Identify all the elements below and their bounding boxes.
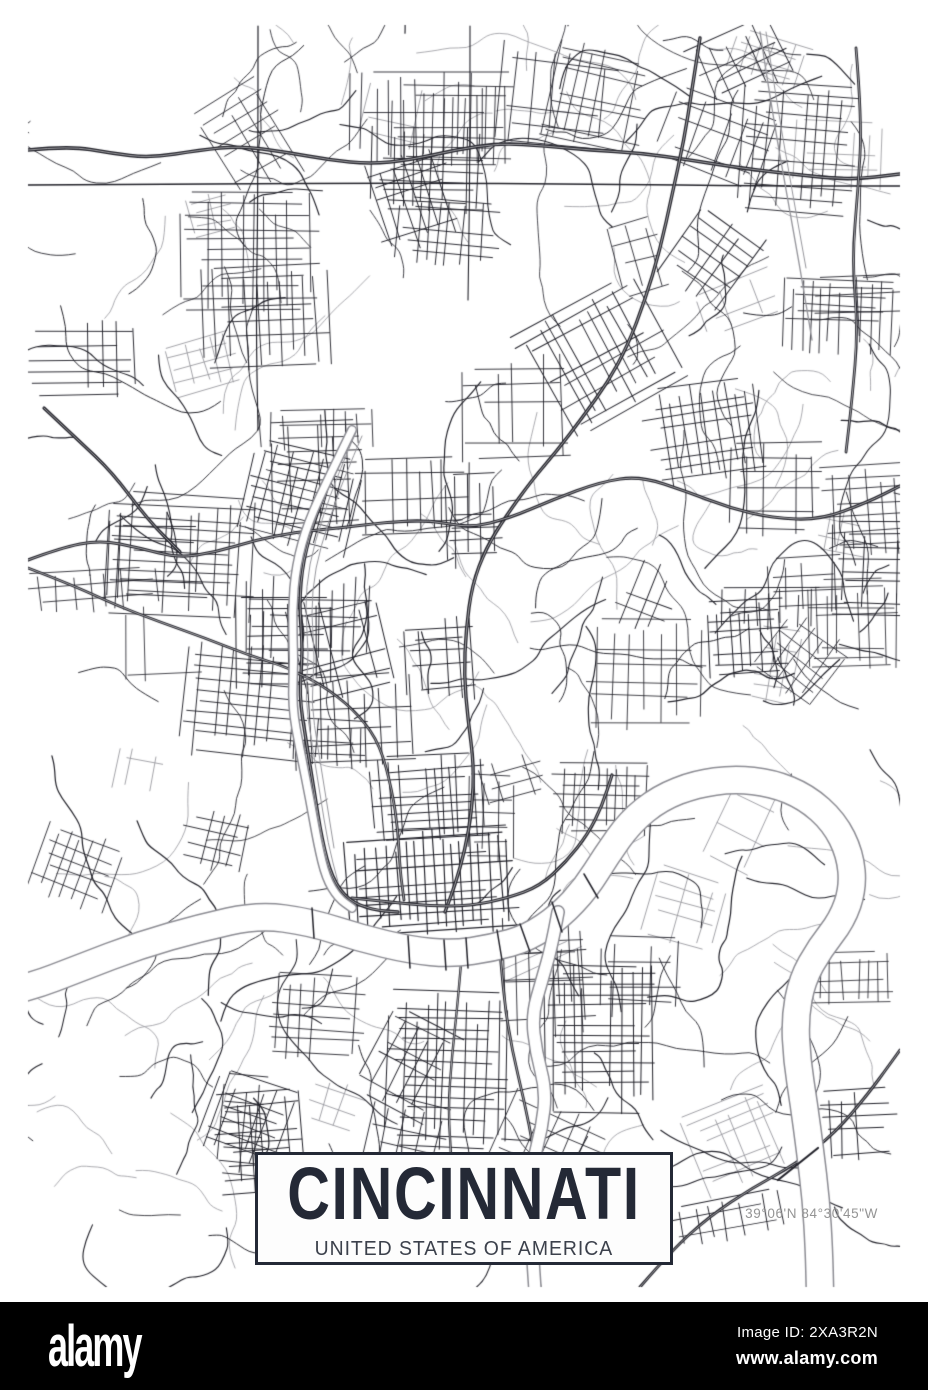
poster-title: CINCINNATI bbox=[287, 1151, 641, 1235]
watermark-bar bbox=[0, 1302, 928, 1390]
poster-subtitle: UNITED STATES OF AMERICA bbox=[314, 1237, 614, 1260]
title-box bbox=[255, 1152, 673, 1265]
watermark-info bbox=[736, 1302, 878, 1390]
coordinates-label: 39°06'N 84°30'45"W bbox=[745, 1206, 878, 1221]
alamy-logo: alamy bbox=[48, 1313, 141, 1379]
image-id-label: Image ID: 2XA3R2N bbox=[737, 1323, 878, 1341]
alamy-url: www.alamy.com bbox=[736, 1347, 878, 1368]
